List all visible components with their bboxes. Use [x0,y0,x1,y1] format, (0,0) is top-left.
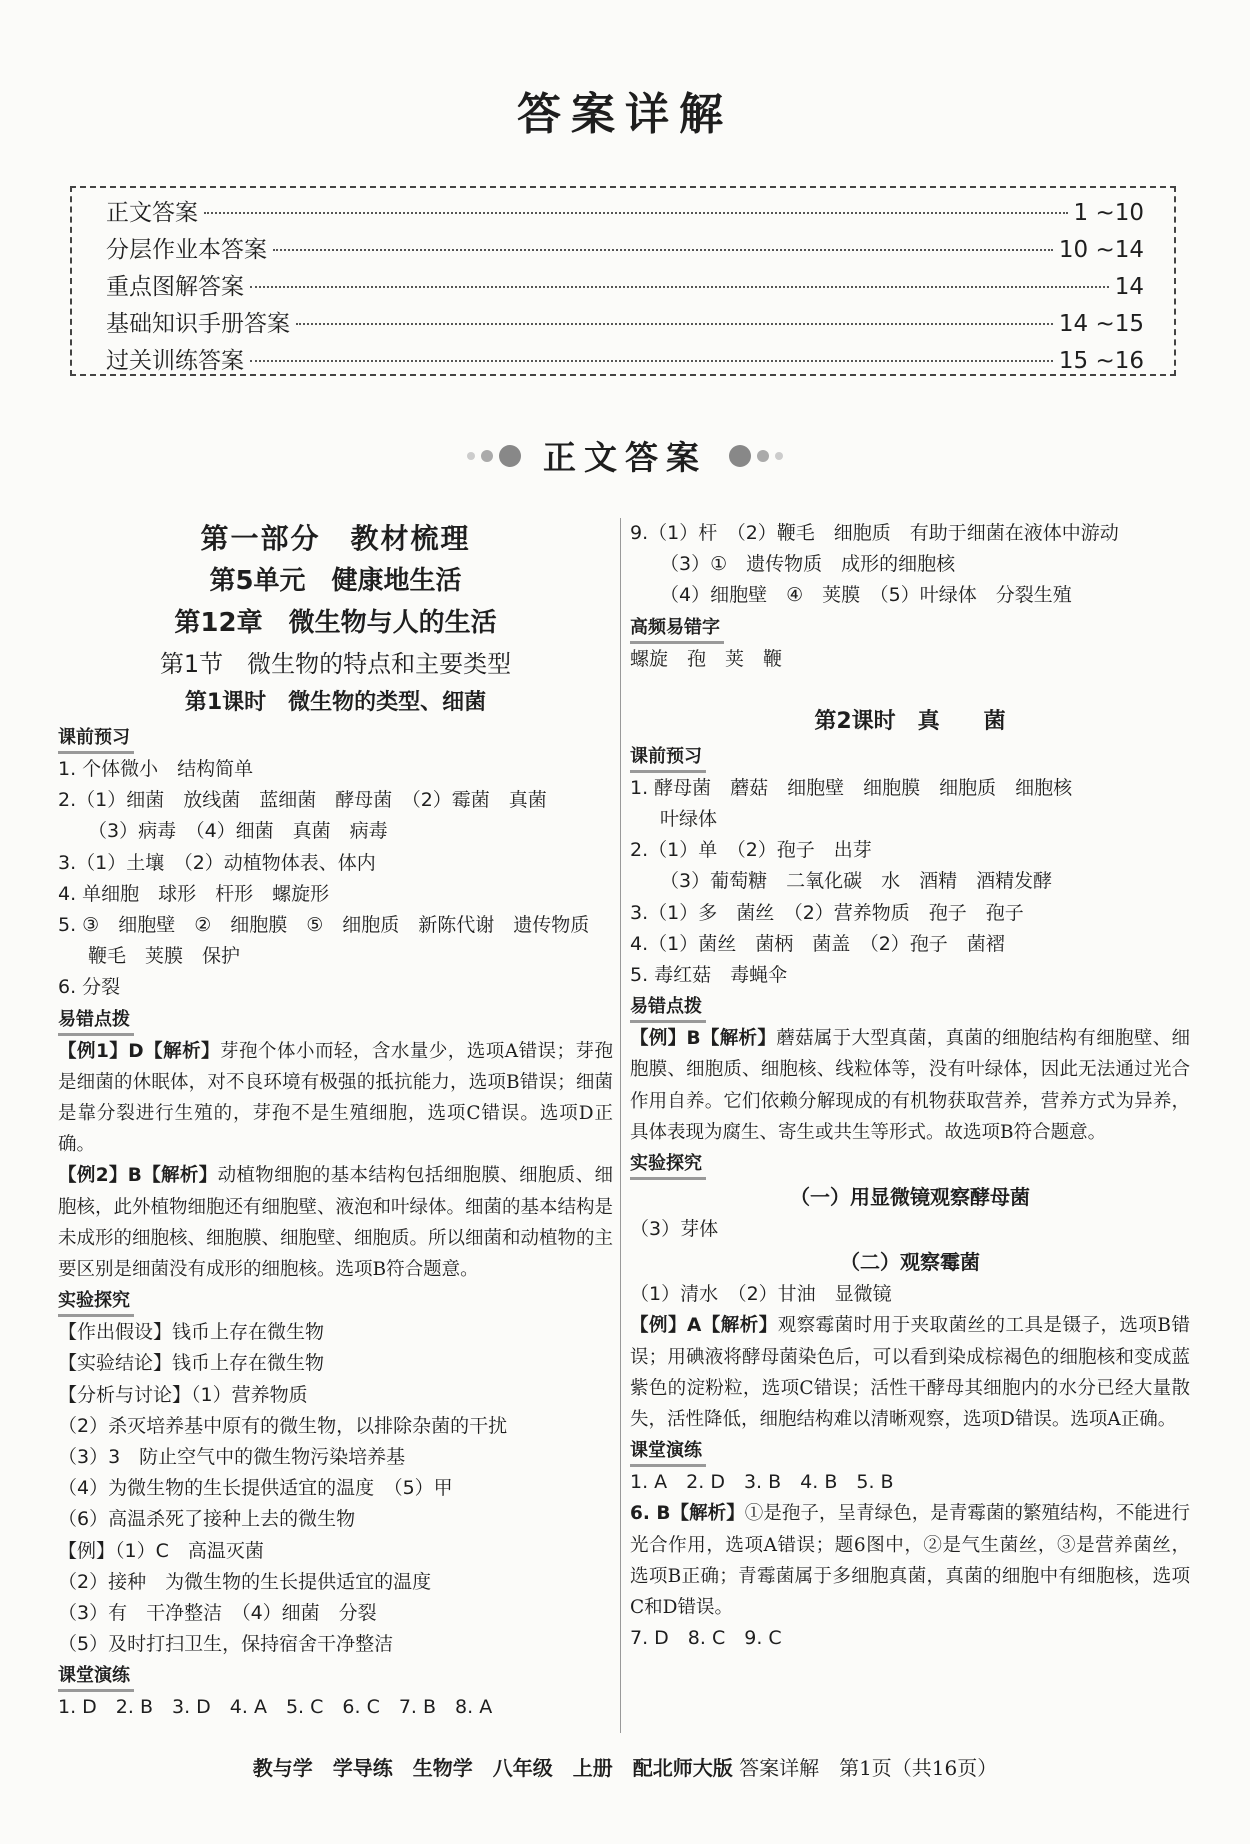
lesson-heading: 第1课时 微生物的类型、细菌 [184,690,487,715]
answer-line: 2.（1）细菌 放线菌 蓝细菌 酵母菌 （2）霉菌 真菌 [58,789,547,812]
answer-line: 1. D 2. B 3. D 4. A 5. C 6. C 7. B 8. A [58,1696,493,1719]
left-column [58,518,613,1724]
example-explanation [58,1160,613,1285]
answer-line: 【分析与讨论】（1）营养物质 [58,1383,308,1406]
answer-line: 1. 个体微小 结构简单 [58,758,254,780]
answer-line: （2）接种 为微生物的生长提供适宜的温度 [58,1570,432,1593]
page-footer [0,1752,1250,1781]
toc-row [106,231,1144,268]
answer-line: （2）杀灭培养基中原有的微生物，以排除杂菌的干扰 [58,1414,508,1437]
toc-pages: 15 ~16 [1058,348,1144,374]
unit-heading: 第5单元 健康地生活 [209,566,462,596]
answer-line: （3）病毒 （4）细菌 真菌 病毒 [88,820,388,843]
answer-line: 5. 毒红菇 毒蝇伞 [630,964,788,987]
answer-line: 2.（1）单 （2）孢子 出芽 [630,839,872,862]
toc-label: 正文答案 [106,200,198,226]
right-column [630,518,1190,1654]
lesson-heading: 第2课时 真 菌 [814,708,1006,734]
answer-line: （1）清水 （2）甘油 显微镜 [630,1283,892,1306]
toc-pages: 14 ~15 [1058,311,1144,337]
tag-experiment: 实验探究 [58,1288,134,1317]
answer-line: （4）为微生物的生长提供适宜的温度 （5）甲 [58,1477,453,1500]
example-text: 观察霉菌时用于夹取菌丝的工具是镊子，选项B错误；用碘液将酵母菌染色后，可以看到染成棕褐色的细胞核和变成蓝紫色的淀粉粒，选项C错误；活性干酵母其细胞内的水分已经大量散失，活性降低，细胞结构难以清晰观察，选项D错误。选项A正确。 [630,1315,1190,1431]
toc-label: 过关训练答案 [106,348,244,374]
answer-line: （3）有 干净整洁 （4）细菌 分裂 [58,1602,377,1625]
toc-row [106,342,1144,379]
answer-line: 【实验结论】钱币上存在微生物 [58,1352,325,1375]
experiment-title: （一）用显微镜观察酵母菌 [790,1185,1030,1210]
example-text: 芽孢个体小而轻，含水量少，选项A错误；芽孢是细菌的休眠体，对不良环境有极强的抵抗能力，选项B错误；细菌是靠分裂进行生殖的，芽孢不是生殖细胞，选项C错误。选项D正确。 [58,1040,613,1156]
toc-row [106,305,1144,342]
example-label: 【例】A【解析】 [630,1315,778,1337]
example-label: 【例】B【解析】 [630,1028,777,1050]
example-explanation [630,1310,1190,1435]
answer-line: 4.（1）菌丝 菌柄 菌盖 （2）孢子 菌褶 [630,932,1005,955]
answer-line: （3）芽体 [630,1218,719,1241]
answer-line: （3）葡萄糖 二氧化碳 水 酒精 酒精发酵 [660,870,1053,893]
answer-line: 鞭毛 荚膜 保护 [88,945,241,968]
toc-row [106,194,1144,231]
tag-class: 课堂演练 [630,1438,706,1467]
example-text: 蘑菇属于大型真菌，真菌的细胞结构有细胞壁、细胞膜、细胞质、细胞核、线粒体等，没有叶绿体，因此无法通过光合作用自养。它们依赖分解现成的有机物获取营养，营养方式为异养，具体表现为腐生、寄生或共生等形式。故选项B符合题意。 [630,1028,1190,1143]
tag-experiment: 实验探究 [630,1151,706,1180]
answer-line: （5）及时打扫卫生，保持宿舍干净整洁 [58,1633,394,1656]
footer-book-title: 教与学 学导练 生物学 八年级 上册 配北师大版 [252,1756,733,1780]
tag-high-frequency: 高频易错字 [630,615,724,644]
example-explanation [58,1036,613,1161]
answer-line: 3.（1）土壤 （2）动植物体表、体内 [58,851,376,874]
answer-line: 【作出假设】钱币上存在微生物 [58,1321,325,1344]
answer-line: 叶绿体 [660,808,718,831]
example-explanation [630,1498,1190,1623]
example-text: ①是孢子，呈青绿色，是青霉菌的繁殖结构，不能进行光合作用，选项A错误；题6图中，②是气生菌丝，③是营养菌丝，选项B正确；青霉菌属于多细胞真菌，真菌的细胞中有细胞核，选项C和D错误。 [630,1503,1190,1619]
toc-label: 分层作业本答案 [106,237,267,263]
page-title: 答案详解 [517,89,733,140]
toc-pages: 14 [1114,274,1144,300]
answer-line: 螺旋 孢 荚 鞭 [630,647,783,670]
toc-label: 重点图解答案 [106,274,244,300]
answer-line: 3.（1）多 菌丝 （2）营养物质 孢子 孢子 [630,901,1024,924]
answer-line: （3）3 防止空气中的微生物污染培养基 [58,1446,406,1469]
decor-dots-left [467,445,521,467]
answer-line: （6）高温杀死了接种上去的微生物 [58,1508,356,1531]
answer-line: 1. A 2. D 3. B 4. B 5. B [630,1471,894,1494]
example-label: 【例1】D【解析】 [58,1040,221,1062]
toc-pages: 1 ~10 [1073,200,1144,226]
section-header [0,432,1250,479]
section-title: 正文答案 [543,438,707,477]
footer-page-info: 答案详解 第1页（共16页） [739,1756,998,1780]
example-text: 动植物细胞的基本结构包括细胞膜、细胞质、细胞核，此外植物细胞还有细胞壁、液泡和叶绿体。细菌的基本结构是未成形的细胞核、细胞膜、细胞壁、细胞质。所以细菌和动植物的主要区别是细菌没有成形的细胞核。选项B符合题意。 [58,1165,614,1281]
column-divider [620,518,621,1733]
experiment-title: （二）观察霉菌 [840,1250,980,1275]
toc-label: 基础知识手册答案 [106,311,290,337]
answer-line: 6. 分裂 [58,976,121,999]
answer-line: 5. ③ 细胞壁 ② 细胞膜 ⑤ 细胞质 新陈代谢 遗传物质 [58,914,590,937]
example-label: 6. B【解析】 [630,1503,745,1525]
tag-preview: 课前预习 [630,744,706,773]
part-heading: 第一部分 教材梳理 [200,522,471,555]
tag-errors: 易错点拨 [58,1007,134,1036]
answer-line: 【例】（1）C 高温灭菌 [58,1539,264,1562]
answer-line: （4）细胞壁 ④ 荚膜 （5）叶绿体 分裂生殖 [660,584,1072,607]
tag-errors: 易错点拨 [630,994,706,1023]
tag-class: 课堂演练 [58,1663,134,1692]
answer-line: 4. 单细胞 球形 杆形 螺旋形 [58,882,330,905]
toc-pages: 10 ~14 [1058,237,1144,263]
table-of-contents [70,186,1176,376]
example-label: 【例2】B【解析】 [58,1165,218,1187]
answer-line: （3）① 遗传物质 成形的细胞核 [660,553,956,576]
answer-line: 9.（1）杆 （2）鞭毛 细胞质 有助于细菌在液体中游动 [630,522,1119,544]
answer-line: 1. 酵母菌 蘑菇 细胞壁 细胞膜 细胞质 细胞核 [630,776,1073,799]
decor-dots-right [729,445,783,467]
tag-preview: 课前预习 [58,725,134,754]
chapter-heading: 第12章 微生物与人的生活 [174,608,497,638]
section-heading: 第1节 微生物的特点和主要类型 [159,650,512,678]
example-explanation [630,1023,1190,1148]
toc-row [106,268,1144,305]
answer-line: 7. D 8. C 9. C [630,1627,782,1650]
